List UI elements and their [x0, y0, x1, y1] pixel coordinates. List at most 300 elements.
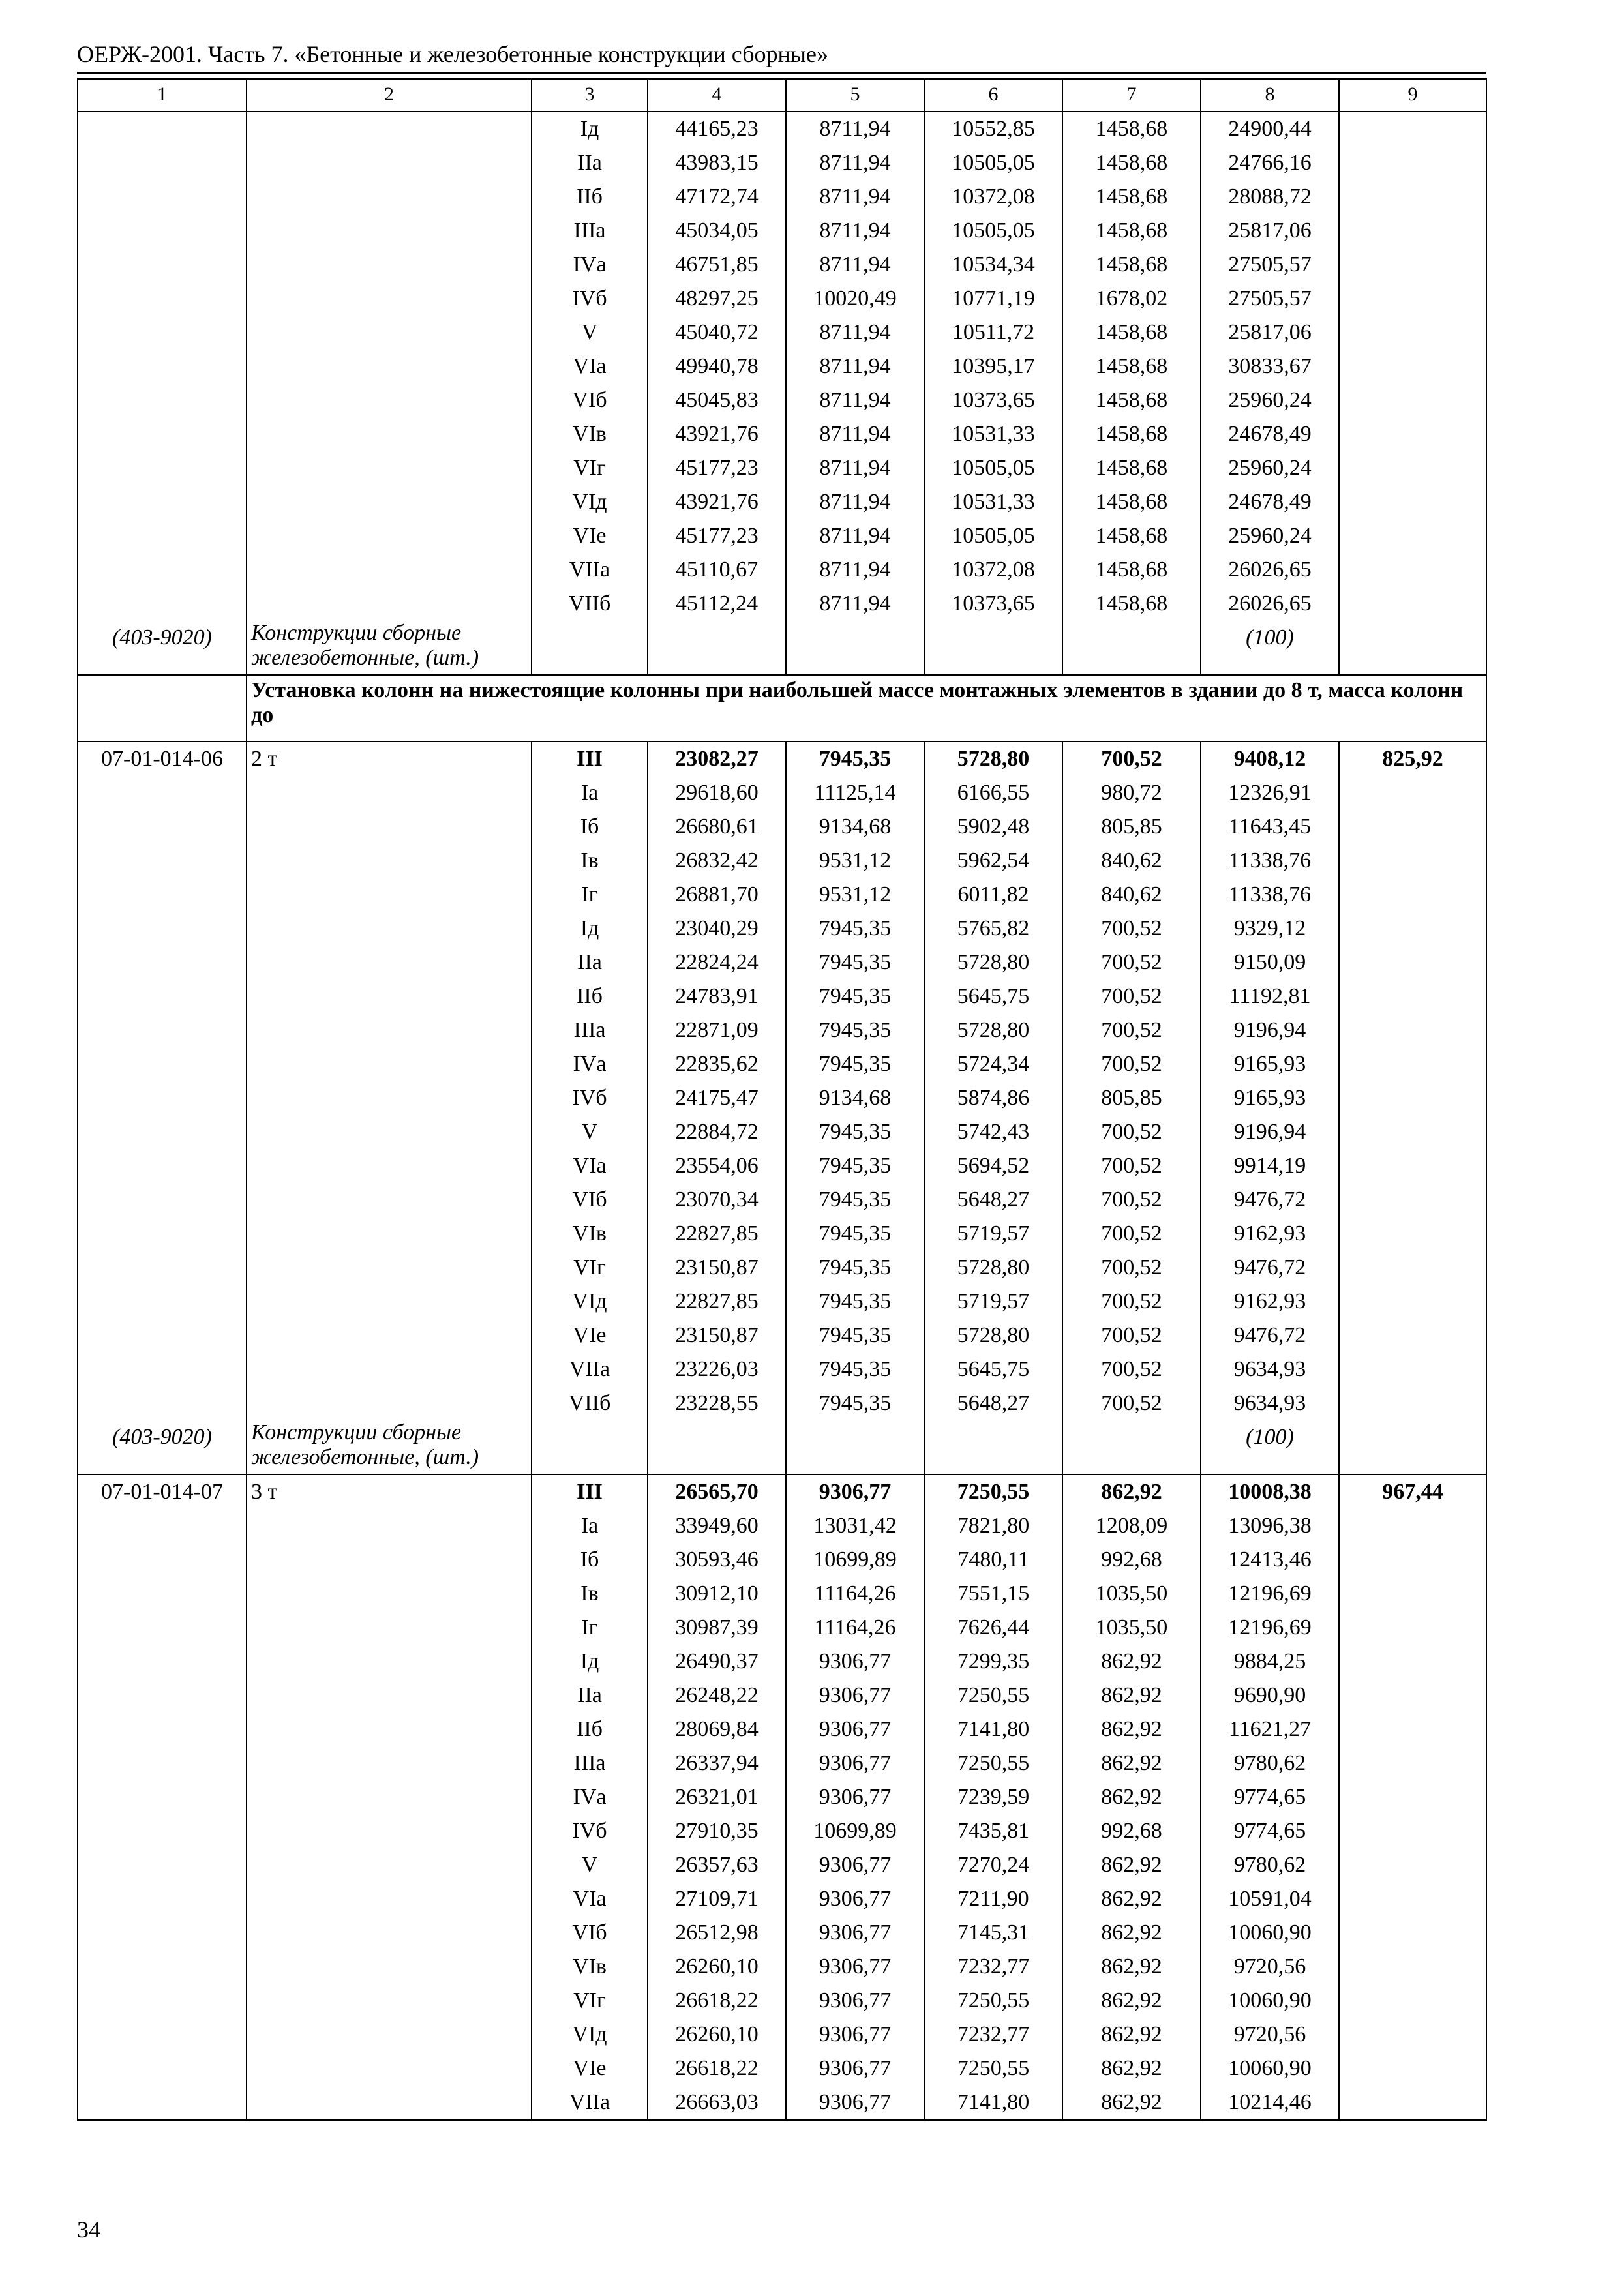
value-cell: 7250,55	[924, 2052, 1062, 2086]
main-row	[78, 1474, 1486, 1509]
value-cell: 33949,60	[648, 1509, 786, 1543]
name-cell	[247, 1543, 532, 1577]
value-cell: 9306,77	[786, 1645, 924, 1679]
code-note: (403-9020)	[78, 1420, 247, 1474]
table-row	[78, 1882, 1486, 1916]
code-cell	[78, 1577, 247, 1611]
value-cell	[1339, 587, 1486, 621]
value-cell: 7945,35	[786, 1285, 924, 1319]
code-cell	[78, 214, 247, 248]
value-cell: 700,52	[1062, 1353, 1201, 1386]
region-cell: IIа	[532, 1679, 648, 1713]
name-cell	[247, 980, 532, 1013]
column-header: 4	[648, 79, 786, 112]
name-cell: 2 т	[247, 741, 532, 776]
page-number: 34	[77, 2217, 100, 2243]
value-cell: 23554,06	[648, 1149, 786, 1183]
value-cell: 29618,60	[648, 776, 786, 810]
table-cell	[78, 675, 247, 741]
region-cell: VIIа	[532, 2086, 648, 2120]
value-cell: 23082,27	[648, 741, 786, 776]
value-cell: 7945,35	[786, 1251, 924, 1285]
code-cell	[78, 1386, 247, 1420]
name-cell	[247, 1509, 532, 1543]
value-cell: 45034,05	[648, 214, 786, 248]
name-cell	[247, 1984, 532, 2018]
value-cell: 862,92	[1062, 1746, 1201, 1780]
name-cell	[247, 214, 532, 248]
code-cell	[78, 519, 247, 553]
name-cell	[247, 946, 532, 980]
region-cell: VIг	[532, 451, 648, 485]
value-cell: 22884,72	[648, 1115, 786, 1149]
value-cell	[786, 621, 924, 675]
value-cell: 45112,24	[648, 587, 786, 621]
column-header: 2	[247, 79, 532, 112]
value-cell: 26260,10	[648, 1950, 786, 1984]
value-cell: 26663,03	[648, 2086, 786, 2120]
value-cell: 9476,72	[1201, 1183, 1339, 1217]
region-cell: VIе	[532, 1319, 648, 1353]
column-header: 8	[1201, 79, 1339, 112]
value-cell: 25817,06	[1201, 214, 1339, 248]
value-cell: 8711,94	[786, 316, 924, 350]
value-cell: 5728,80	[924, 946, 1062, 980]
value-cell: 7626,44	[924, 1611, 1062, 1645]
code-cell	[78, 2052, 247, 2086]
value-cell	[1339, 282, 1486, 316]
region-cell: VIд	[532, 2018, 648, 2052]
region-cell: Iд	[532, 1645, 648, 1679]
value-cell: 24783,91	[648, 980, 786, 1013]
code-note: (403-9020)	[78, 621, 247, 675]
value-cell: 5728,80	[924, 1319, 1062, 1353]
value-cell: 11192,81	[1201, 980, 1339, 1013]
value-cell: 6011,82	[924, 878, 1062, 912]
table-row	[78, 1577, 1486, 1611]
value-cell: 7945,35	[786, 1013, 924, 1047]
region-cell: Iв	[532, 1577, 648, 1611]
value-cell	[1339, 912, 1486, 946]
value-cell: 7945,35	[786, 1353, 924, 1386]
value-cell	[1339, 1916, 1486, 1950]
value-cell: 5648,27	[924, 1183, 1062, 1217]
column-header: 3	[532, 79, 648, 112]
table-row	[78, 1047, 1486, 1081]
value-cell: 8711,94	[786, 383, 924, 417]
value-cell: 7250,55	[924, 1984, 1062, 2018]
value-cell	[532, 1420, 648, 1474]
name-cell	[247, 1217, 532, 1251]
value-cell	[1339, 1645, 1486, 1679]
value-cell: 1458,68	[1062, 248, 1201, 282]
code-cell	[78, 946, 247, 980]
value-cell: 10008,38	[1201, 1474, 1339, 1509]
value-cell: 9306,77	[786, 2052, 924, 2086]
value-cell: 862,92	[1062, 1916, 1201, 1950]
value-cell: 24678,49	[1201, 485, 1339, 519]
table-row	[78, 1645, 1486, 1679]
note-row	[78, 621, 1486, 675]
value-cell: 9134,68	[786, 1081, 924, 1115]
code-cell	[78, 844, 247, 878]
value-cell: 25960,24	[1201, 519, 1339, 553]
value-cell: 10699,89	[786, 1543, 924, 1577]
code-cell	[78, 383, 247, 417]
value-cell: 5728,80	[924, 1013, 1062, 1047]
value-cell: 700,52	[1062, 1285, 1201, 1319]
value-cell: 7945,35	[786, 1386, 924, 1420]
value-cell	[1339, 621, 1486, 675]
table-row	[78, 2052, 1486, 2086]
region-cell: IIа	[532, 146, 648, 180]
value-cell: 22824,24	[648, 946, 786, 980]
region-cell: Iа	[532, 1509, 648, 1543]
table-row	[78, 350, 1486, 383]
value-cell: 9476,72	[1201, 1319, 1339, 1353]
value-cell: 5765,82	[924, 912, 1062, 946]
value-cell: 9162,93	[1201, 1285, 1339, 1319]
value-cell: 13096,38	[1201, 1509, 1339, 1543]
name-cell	[247, 810, 532, 844]
code-cell	[78, 1950, 247, 1984]
code-cell	[78, 282, 247, 316]
value-cell: 700,52	[1062, 741, 1201, 776]
value-cell: 9134,68	[786, 810, 924, 844]
value-note: (100)	[1201, 621, 1339, 675]
region-cell: VIб	[532, 1183, 648, 1217]
table-row	[78, 1115, 1486, 1149]
name-cell	[247, 1183, 532, 1217]
table-row	[78, 776, 1486, 810]
table-row	[78, 912, 1486, 946]
value-note: (100)	[1201, 1420, 1339, 1474]
region-cell: IIб	[532, 1713, 648, 1746]
region-cell: Iб	[532, 1543, 648, 1577]
table-row	[78, 383, 1486, 417]
name-cell	[247, 248, 532, 282]
value-cell: 7239,59	[924, 1780, 1062, 1814]
value-cell: 805,85	[1062, 810, 1201, 844]
code-cell	[78, 112, 247, 146]
region-cell: VIIб	[532, 1386, 648, 1420]
region-cell: VIд	[532, 485, 648, 519]
code-cell	[78, 248, 247, 282]
value-cell: 700,52	[1062, 1251, 1201, 1285]
name-cell	[247, 878, 532, 912]
code-cell	[78, 912, 247, 946]
code-cell: 07-01-014-06	[78, 741, 247, 776]
value-cell: 840,62	[1062, 844, 1201, 878]
value-cell: 700,52	[1062, 980, 1201, 1013]
value-cell	[1339, 980, 1486, 1013]
region-cell: VIг	[532, 1251, 648, 1285]
table-row	[78, 980, 1486, 1013]
value-cell	[1339, 844, 1486, 878]
region-cell: Iв	[532, 844, 648, 878]
value-cell: 26260,10	[648, 2018, 786, 2052]
table-row	[78, 1984, 1486, 2018]
value-cell	[1339, 2018, 1486, 2052]
table-row	[78, 1950, 1486, 1984]
name-cell	[247, 1251, 532, 1285]
value-cell: 22871,09	[648, 1013, 786, 1047]
value-cell: 7299,35	[924, 1645, 1062, 1679]
value-cell: 8711,94	[786, 485, 924, 519]
value-cell: 45045,83	[648, 383, 786, 417]
value-cell: 43983,15	[648, 146, 786, 180]
value-cell: 10591,04	[1201, 1882, 1339, 1916]
region-cell: VIе	[532, 2052, 648, 2086]
code-cell	[78, 1645, 247, 1679]
code-cell	[78, 1217, 247, 1251]
value-cell: 9306,77	[786, 1474, 924, 1509]
region-cell: IVа	[532, 1047, 648, 1081]
name-cell	[247, 112, 532, 146]
code-cell	[78, 1780, 247, 1814]
code-cell	[78, 1679, 247, 1713]
name-cell	[247, 553, 532, 587]
name-cell	[247, 1814, 532, 1848]
name-cell	[247, 1882, 532, 1916]
region-cell: VIг	[532, 1984, 648, 2018]
value-cell	[648, 621, 786, 675]
value-cell: 13031,42	[786, 1509, 924, 1543]
value-cell: 9306,77	[786, 1882, 924, 1916]
value-cell: 8711,94	[786, 112, 924, 146]
region-cell: IIб	[532, 980, 648, 1013]
code-cell	[78, 485, 247, 519]
region-cell: III	[532, 1474, 648, 1509]
value-cell: 862,92	[1062, 1848, 1201, 1882]
column-header: 7	[1062, 79, 1201, 112]
region-cell: V	[532, 1848, 648, 1882]
table-row	[78, 1217, 1486, 1251]
value-cell: 9720,56	[1201, 1950, 1339, 1984]
table-row	[78, 1013, 1486, 1047]
value-cell: 1458,68	[1062, 553, 1201, 587]
value-cell: 9306,77	[786, 1780, 924, 1814]
value-cell	[924, 621, 1062, 675]
name-cell	[247, 316, 532, 350]
value-cell: 10699,89	[786, 1814, 924, 1848]
value-cell: 1458,68	[1062, 451, 1201, 485]
value-cell: 10771,19	[924, 282, 1062, 316]
value-cell: 9720,56	[1201, 2018, 1339, 2052]
region-cell: IIб	[532, 180, 648, 214]
name-cell	[247, 1285, 532, 1319]
value-cell: 45177,23	[648, 519, 786, 553]
code-cell	[78, 350, 247, 383]
table-row	[78, 810, 1486, 844]
table-row	[78, 1386, 1486, 1420]
name-cell	[247, 1081, 532, 1115]
value-cell: 7945,35	[786, 1319, 924, 1353]
value-cell: 7250,55	[924, 1746, 1062, 1780]
value-cell: 9196,94	[1201, 1013, 1339, 1047]
value-cell: 47172,74	[648, 180, 786, 214]
value-cell: 11164,26	[786, 1611, 924, 1645]
name-cell	[247, 519, 532, 553]
region-cell: III	[532, 741, 648, 776]
region-cell: IVа	[532, 1780, 648, 1814]
value-cell: 9774,65	[1201, 1814, 1339, 1848]
value-cell: 700,52	[1062, 1183, 1201, 1217]
value-cell	[1339, 1950, 1486, 1984]
value-cell: 9476,72	[1201, 1251, 1339, 1285]
value-cell: 12413,46	[1201, 1543, 1339, 1577]
value-cell: 7435,81	[924, 1814, 1062, 1848]
value-cell: 22827,85	[648, 1285, 786, 1319]
table-row	[78, 587, 1486, 621]
value-cell: 25817,06	[1201, 316, 1339, 350]
value-cell: 10505,05	[924, 451, 1062, 485]
value-cell: 1458,68	[1062, 587, 1201, 621]
value-cell: 9150,09	[1201, 946, 1339, 980]
value-cell: 700,52	[1062, 1217, 1201, 1251]
region-cell: VIа	[532, 1882, 648, 1916]
value-cell: 5902,48	[924, 810, 1062, 844]
name-cell	[247, 1848, 532, 1882]
code-cell	[78, 1746, 247, 1780]
name-cell	[247, 1645, 532, 1679]
value-cell: 10505,05	[924, 519, 1062, 553]
code-cell	[78, 1047, 247, 1081]
value-cell: 49940,78	[648, 350, 786, 383]
value-cell: 700,52	[1062, 1047, 1201, 1081]
region-cell: VIIб	[532, 587, 648, 621]
value-cell: 11338,76	[1201, 844, 1339, 878]
value-cell: 1458,68	[1062, 214, 1201, 248]
table-row	[78, 878, 1486, 912]
value-cell	[1339, 1183, 1486, 1217]
value-cell: 7250,55	[924, 1474, 1062, 1509]
value-cell	[1339, 1047, 1486, 1081]
code-cell	[78, 980, 247, 1013]
value-cell: 7945,35	[786, 1217, 924, 1251]
value-cell	[1339, 1420, 1486, 1474]
region-cell: IVа	[532, 248, 648, 282]
code-cell	[78, 1251, 247, 1285]
value-cell: 9162,93	[1201, 1217, 1339, 1251]
code-cell: 07-01-014-07	[78, 1474, 247, 1509]
section-row	[78, 675, 1486, 741]
value-cell	[1339, 1353, 1486, 1386]
value-cell: 10373,65	[924, 587, 1062, 621]
note-row	[78, 1420, 1486, 1474]
value-cell: 26680,61	[648, 810, 786, 844]
value-cell: 1035,50	[1062, 1577, 1201, 1611]
value-cell: 11621,27	[1201, 1713, 1339, 1746]
value-cell	[1062, 1420, 1201, 1474]
value-cell: 5719,57	[924, 1285, 1062, 1319]
value-cell: 30833,67	[1201, 350, 1339, 383]
value-cell: 27109,71	[648, 1882, 786, 1916]
table-row	[78, 214, 1486, 248]
value-cell: 9306,77	[786, 1746, 924, 1780]
value-cell: 7945,35	[786, 1115, 924, 1149]
value-cell: 5648,27	[924, 1386, 1062, 1420]
code-cell	[78, 553, 247, 587]
region-cell: IVб	[532, 282, 648, 316]
value-cell: 8711,94	[786, 553, 924, 587]
value-cell: 24766,16	[1201, 146, 1339, 180]
code-cell	[78, 1081, 247, 1115]
value-cell: 5962,54	[924, 844, 1062, 878]
value-cell	[1339, 1577, 1486, 1611]
value-cell	[924, 1420, 1062, 1474]
value-cell: 1458,68	[1062, 485, 1201, 519]
value-cell: 8711,94	[786, 451, 924, 485]
value-cell: 10552,85	[924, 112, 1062, 146]
code-cell	[78, 2018, 247, 2052]
table-row	[78, 1319, 1486, 1353]
value-cell	[1339, 1081, 1486, 1115]
value-cell: 10395,17	[924, 350, 1062, 383]
name-cell	[247, 1611, 532, 1645]
code-cell	[78, 1543, 247, 1577]
region-cell: Iд	[532, 912, 648, 946]
value-cell: 862,92	[1062, 2018, 1201, 2052]
name-cell	[247, 485, 532, 519]
value-cell: 9634,93	[1201, 1386, 1339, 1420]
table-row	[78, 1509, 1486, 1543]
value-cell: 9408,12	[1201, 741, 1339, 776]
value-cell: 700,52	[1062, 1013, 1201, 1047]
value-cell: 10531,33	[924, 485, 1062, 519]
value-cell: 7232,77	[924, 1950, 1062, 1984]
value-cell: 9306,77	[786, 2086, 924, 2120]
table-row	[78, 1916, 1486, 1950]
value-cell: 992,68	[1062, 1543, 1201, 1577]
value-cell: 22827,85	[648, 1217, 786, 1251]
value-cell: 5645,75	[924, 1353, 1062, 1386]
code-cell	[78, 1183, 247, 1217]
table-row	[78, 1679, 1486, 1713]
value-cell	[1339, 214, 1486, 248]
value-cell: 5719,57	[924, 1217, 1062, 1251]
name-cell	[247, 1013, 532, 1047]
value-cell: 862,92	[1062, 1474, 1201, 1509]
value-cell: 26618,22	[648, 2052, 786, 2086]
value-cell	[1339, 383, 1486, 417]
table-row	[78, 2086, 1486, 2120]
table-row	[78, 282, 1486, 316]
table-row	[78, 1081, 1486, 1115]
value-cell	[1339, 1386, 1486, 1420]
value-cell: 26618,22	[648, 1984, 786, 2018]
value-cell: 48297,25	[648, 282, 786, 316]
value-cell: 26490,37	[648, 1645, 786, 1679]
value-cell: 10020,49	[786, 282, 924, 316]
region-cell: VIIа	[532, 553, 648, 587]
value-cell: 5728,80	[924, 1251, 1062, 1285]
value-cell: 9306,77	[786, 1848, 924, 1882]
value-cell: 9634,93	[1201, 1353, 1339, 1386]
region-cell: Iб	[532, 810, 648, 844]
value-cell	[1339, 810, 1486, 844]
value-cell: 45177,23	[648, 451, 786, 485]
table-row	[78, 844, 1486, 878]
value-cell: 862,92	[1062, 1882, 1201, 1916]
value-cell: 11643,45	[1201, 810, 1339, 844]
value-cell: 8711,94	[786, 587, 924, 621]
value-cell: 8711,94	[786, 180, 924, 214]
value-cell: 8711,94	[786, 350, 924, 383]
value-cell: 22835,62	[648, 1047, 786, 1081]
region-cell: VIIа	[532, 1353, 648, 1386]
value-cell: 7270,24	[924, 1848, 1062, 1882]
